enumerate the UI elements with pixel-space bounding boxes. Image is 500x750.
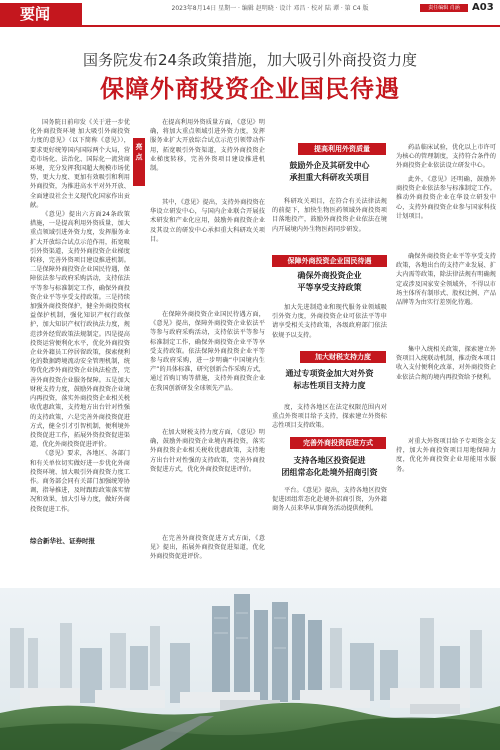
page-number: A03 — [472, 2, 494, 13]
paragraph: 药品临床试验，优化以上市许可为核心的管理制度，支持符合条件的外商投资企业依法设立研发中心。 — [396, 144, 496, 170]
box-text — [272, 303, 387, 349]
paragraph: 在完善外商投资促进方式方面，《意见》提出，拓展外商投资促进渠道，优化外商投资促进评价。 — [150, 535, 265, 561]
article-column-2c — [150, 310, 265, 424]
box-subhead: 确保外商投资企业 — [297, 271, 362, 280]
paragraph: 确保外商投资企业平等享受支持政策，各地出台的支持产业发展、扩大内需等政策，除法律法规有明确规定或涉及国家安全领域外，不得以市场主体所有制形式、股权比例、产品品牌等为由实行差别化待遇。 — [396, 253, 496, 307]
article-column-4d — [396, 345, 496, 405]
city-skyline-image — [0, 588, 500, 750]
box-text — [272, 486, 387, 546]
box-subhead: 支持各地区投资促进 — [293, 456, 366, 465]
article-column-4b — [396, 175, 496, 225]
box-subhead: 团组常态化赴境外招商引资 — [281, 468, 378, 477]
article-column-2b — [150, 198, 265, 308]
box-text — [272, 403, 387, 431]
byline: 综合新华社、证券时报 — [30, 537, 95, 545]
article-column-2a — [150, 118, 265, 196]
box-subhead: 承担重大科研攻关项目 — [289, 173, 370, 182]
paragraph: 在保障外商投资企业国民待遇方面，《意见》提出，保障外商投资企业依法平等参与政府采购活动，支持依法平等参与标准制定工作，确保外商投资企业平等享受支持政策。依法保障外商投资企业平等参与政府采购，进一步明确“中国境内生产”的具体标准，研究创新合作采购方式，通过首购订购等措施，支持外商投资企业在我国创新研发全球领先产品。 — [150, 311, 265, 392]
spotlight-label: 亮点 — [135, 143, 143, 161]
paragraph: 科研攻关项目，在符合有关法律法规的前提下，加快生物医药领域外商投资项目落地投产，鼓励外商投资企业依法在境内开展境内外生物医药同步研发。 — [272, 198, 387, 233]
headline-main: 保障外商投资企业国民待遇 — [100, 74, 400, 103]
box-subhead: 平等享受支持政策 — [297, 283, 362, 292]
paragraph: 集中入统相关政策，探索建立外资项目入统联动机制，推动资本项目收入支付便利化改革，对外商投资企业依法合规的境内再投资给予便利。 — [396, 346, 496, 381]
city-photo — [0, 588, 500, 750]
header-rule — [0, 25, 500, 27]
paragraph: 其中，《意见》提出，支持外商投资在华设立研发中心，与国内企业联合开展技术研发和产业化应用，鼓励外商投资企业及其设立的研发中心承担重大科研攻关项目。 — [150, 199, 265, 243]
paragraph: 《意见》要求，各地区、各部门和有关单位切实做好进一步优化外商投资环境、加大吸引外商投资力度工作。商务部会同有关部门加强统筹协调，指导推进，及时跟踪政策落实情况和效果，加大引导力度，做好外商投资促进工作。 — [30, 450, 130, 513]
paragraph: 在加大财税支持力度方面，《意见》明确，鼓励外商投资企业境内再投资，落实外商投资企业相关税收优惠政策，支持地方出台针对性强的支持政策，完善外商投资促进方式，优化外商投资促进评价。 — [150, 429, 265, 473]
paragraph: 度，支持各地区在法定权限范围内对重点外资项目给予支持，探索建立外资标志性项目支持政策。 — [272, 404, 387, 430]
box-head: 加大财税支持力度 — [300, 351, 386, 363]
paragraph: 加大先进制造业和现代服务业领域吸引外资力度，外商投资企业可依法平等申请享受相关支持政策，各级政府部门依法依规予以支持。 — [272, 304, 387, 339]
article-column-4a — [396, 143, 496, 173]
editor-tag: 责任编辑 肖涵 — [420, 4, 468, 12]
paragraph: 平台。《意见》提出，支持各地区投资促进团组常态化赴境外招商引资，为外籍商务人员来华从事商务活动提供便利。 — [272, 487, 387, 513]
box-head: 保障外商投资企业国民待遇 — [272, 255, 387, 267]
box-text — [272, 197, 387, 249]
date-line: 2023年8月14日 星期一 · 编辑 赵明晓 · 设计 邓昌 · 校对 陆 谭 · 第 C4 版 — [171, 5, 369, 12]
box-subhead: 鼓励外企及其研发中心 — [289, 161, 370, 170]
spotlight-tag — [133, 138, 145, 186]
article-column-2e — [150, 534, 265, 582]
box-head: 完善外商投资促进方式 — [290, 437, 386, 449]
paragraph: 《意见》提出六方面24条政策措施，一是提高利用外资质量，加大重点领域引进外资力度，发挥服务业扩大开放综合试点示范作用，拓宽吸引外资渠道，支持外商投资企业梯度转移，完善外资项目建设推进机制。二是保障外商投资企业国民待遇，保障依法参与政府采购活动，支持依法平等参与标准制定工作，确保外商投资企业平等享受支持政策。三是持续加强外商投资保护，健全外商投资权益保护机制，强化知识产权行政保护，加大知识产权行政执法力度，规范涉外经贸政策法规制定。四是提高投资运营便利化水平，优化外商投资企业外籍员工停居留政策，探索便利化的数据跨境流动安全管理机制，统筹优化涉外商投资企业执法检查，完善外商投资企业服务保障。五是加大财税支持力度，鼓励外商投资企业境内再投资，落实外商投资企业相关税收优惠政策，支持地方出台针对性强的支持政策，六是完善外商投资促进方式，健全引才引智机制，便利境外投资促进工作，拓展外资投资促进渠道，优化外商投资促进评价。 — [30, 211, 130, 449]
section-tag: 要闻 — [0, 3, 82, 25]
box-subhead: 通过专项资金加大对外资 — [285, 369, 374, 378]
article-column-4e — [396, 437, 496, 537]
paragraph: 此外，《意见》还明确，鼓励外商投资企业依法参与标准制定工作。推动外商投资企业在华设立研发中心，支持外商投资企业参与国家科技计划项目。 — [396, 176, 496, 220]
paragraph: 国务院日前印发《关于进一步优化外商投资环境 加大吸引外商投资力度的意见》（以下简称《意见》），要求更好统筹国内国际两个大局，营造市场化、法治化、国际化一流营商环境，充分发挥我国超大规模市场优势，更大力度、更加有效吸引和利用外商投资，为推进高水平对外开放、全面建设社会主义现代化国家作出贡献。 — [30, 119, 130, 209]
paragraph: 在提高利用外资质量方面，《意见》明确，将加大重点领域引进外资力度，发挥服务业扩大开放综合试点示范引领带动作用，拓宽吸引外资渠道，支持外商投资企业梯度转移，完善外资项目建设推进机制。 — [150, 119, 265, 173]
article-column-2d — [150, 428, 265, 531]
paragraph: 对重大外资项目给予专项资金支持，加大外商投资项目用地保障力度，优化外商投资企业用能用水服务。 — [396, 438, 496, 473]
box-head: 提高利用外资质量 — [298, 143, 386, 155]
box-subhead: 标志性项目支持力度 — [293, 381, 366, 390]
page-header — [0, 0, 500, 26]
headline-top: 国务院发布24条政策措施，加大吸引外商投资力度 — [82, 51, 418, 69]
article-column-1 — [30, 118, 130, 538]
article-column-4c — [396, 252, 496, 342]
